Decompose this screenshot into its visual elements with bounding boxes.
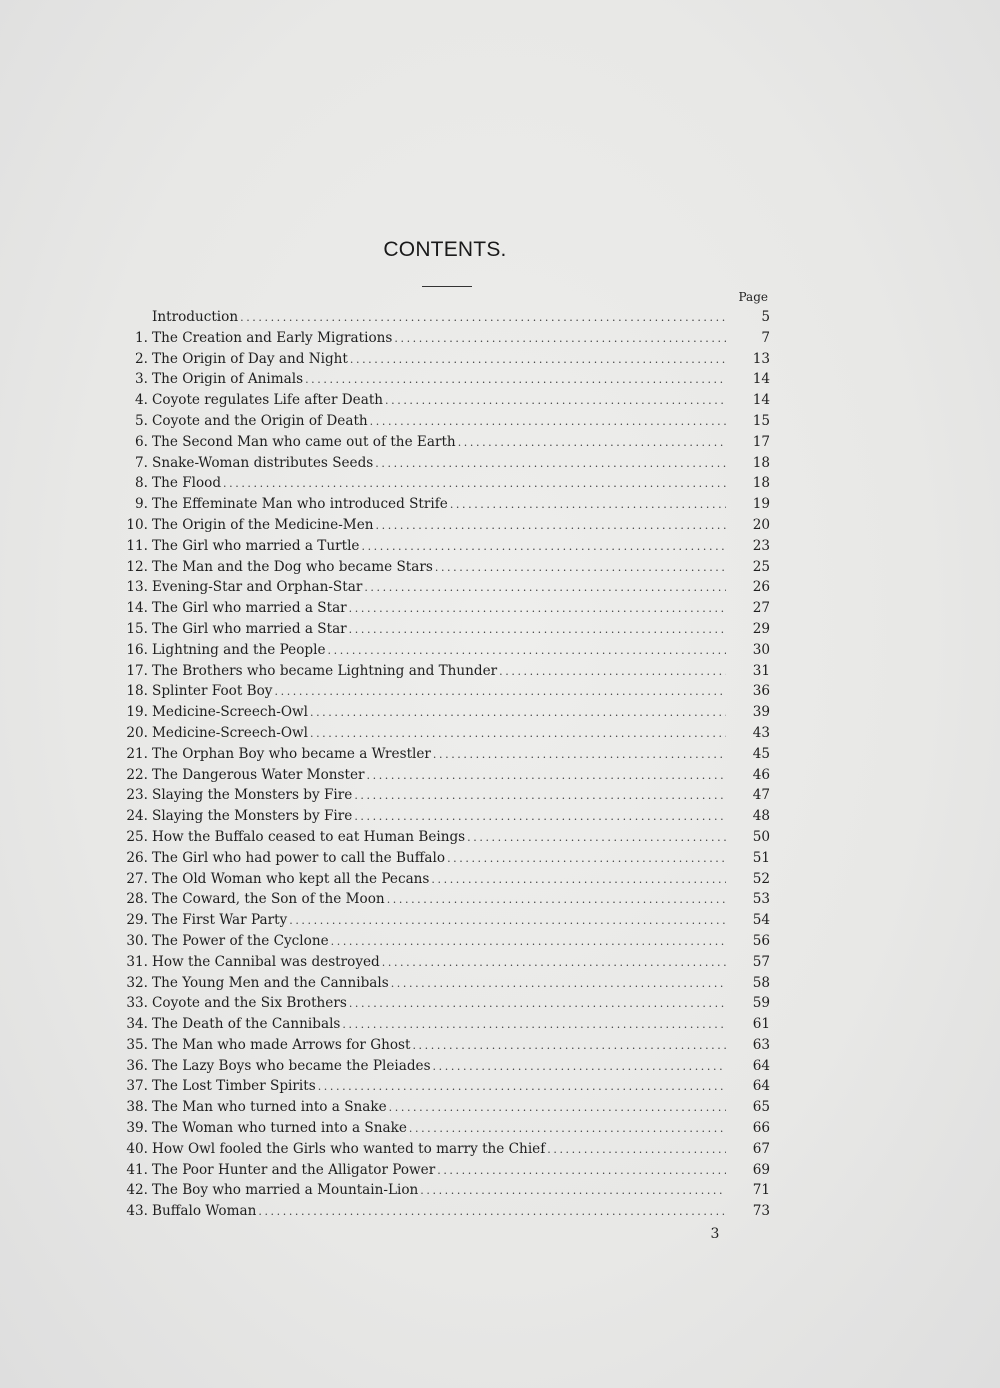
toc-entry-number: 19. [126,704,148,721]
toc-entry-page: 14 [752,371,770,388]
toc-entry-number: 20. [126,724,148,741]
toc-entry-page: 39 [752,704,770,721]
toc-entry-title: Coyote regulates Life after Death [152,392,384,409]
dot-leader [389,1098,726,1119]
toc-entry-title: Snake-Woman distributes Seeds [152,454,374,471]
toc-entry-title: The Power of the Cyclone [152,932,329,949]
toc-entry-page: 73 [752,1203,770,1220]
toc-entry-page: 31 [752,662,770,679]
toc-entry-number: 1. [135,329,148,346]
toc-entry-title: The First War Party [152,912,288,929]
toc-entry-page: 65 [752,1099,770,1116]
toc-entry [100,515,770,536]
toc-entry-title: The Girl who married a Turtle [152,537,360,554]
dot-leader [350,350,726,371]
toc-entry-page: 25 [752,558,770,575]
dot-leader [433,1057,726,1078]
toc-entry-title: How Owl fooled the Girls who wanted to marry the Chief [152,1140,546,1157]
dot-leader [258,1202,726,1223]
dot-leader [361,537,726,558]
toc-entry [100,577,770,598]
dot-leader [318,1077,726,1098]
toc-entry-number: 32. [126,974,148,991]
dot-leader [467,828,726,849]
toc-entry-title: Slaying the Monsters by Fire [152,787,353,804]
toc-entry-title: The Old Woman who kept all the Pecans [152,870,430,887]
toc-entry-page: 52 [752,870,770,887]
toc-entry-page: 19 [752,496,770,513]
toc-entry-number: 5. [135,412,148,429]
dot-leader [289,911,726,932]
toc-entry [100,1160,770,1181]
toc-entry-number: 35. [126,1036,148,1053]
dot-leader [328,641,727,662]
toc-entry [100,681,770,702]
toc-entry-title: Lightning and the People [152,641,326,658]
toc-entry [100,1201,770,1222]
toc-entry-page: 13 [752,350,770,367]
toc-entry [100,993,770,1014]
toc-entry-number: 26. [126,849,148,866]
toc-entry-page: 51 [752,849,770,866]
toc-entry-page: 30 [752,641,770,658]
toc-entry [100,910,770,931]
dot-leader [275,682,727,703]
dot-leader [310,724,726,745]
toc-entry-page: 27 [752,600,770,617]
toc-entry [100,744,770,765]
toc-entry-page: 26 [752,579,770,596]
toc-entry-number: 37. [126,1078,148,1095]
toc-entry-page: 46 [752,766,770,783]
toc-entry-number: 22. [126,766,148,783]
toc-entry-title: Medicine-Screech-Owl [152,724,308,741]
toc-entry [100,1056,770,1077]
toc-entry [100,453,770,474]
dot-leader [387,890,726,911]
toc-entry-title: Buffalo Woman [152,1203,257,1220]
toc-entry-title: Evening-Star and Orphan-Star [152,579,363,596]
toc-entry-page: 15 [752,412,770,429]
dot-leader [223,474,726,495]
dot-leader [433,745,726,766]
toc-entry-page: 7 [761,329,770,346]
toc-entry-page: 18 [752,475,770,492]
dot-leader [447,849,726,870]
toc-entry-title: The Origin of Day and Night [152,350,348,367]
toc-entry-number: 34. [126,1016,148,1033]
toc-entry-title: Coyote and the Six Brothers [152,995,347,1012]
toc-entry-page: 64 [752,1057,770,1074]
toc-entry-number: 40. [126,1140,148,1157]
toc-entry-number: 2. [135,350,148,367]
dot-leader [547,1140,726,1161]
toc-entry-number: 4. [135,392,148,409]
toc-entry-title: The Boy who married a Mountain-Lion [152,1182,419,1199]
toc-entry [100,806,770,827]
toc-entry-page: 17 [752,433,770,450]
dot-leader [394,329,726,350]
toc-entry-page: 58 [752,974,770,991]
toc-entry [100,536,770,557]
toc-entry-title: The Poor Hunter and the Alligator Power [152,1161,436,1178]
toc-entry-page: 59 [752,995,770,1012]
toc-entry [100,765,770,786]
toc-entry-number: 43. [126,1203,148,1220]
toc-entry-number: 39. [126,1120,148,1137]
toc-entry-number: 21. [126,745,148,762]
toc-entry-title: The Girl who married a Star [152,600,347,617]
toc-entry-page: 50 [752,828,770,845]
page-number: 3 [710,1226,720,1242]
toc-entry [100,494,770,515]
dot-leader [412,1036,726,1057]
toc-entry-number: 13. [126,579,148,596]
toc-entry-number: 42. [126,1182,148,1199]
toc-entry [100,307,770,328]
toc-entry-title: The Man who turned into a Snake [152,1099,387,1116]
toc-entry [100,848,770,869]
toc-entry-page: 63 [752,1036,770,1053]
toc-entry-title: Introduction [152,309,239,325]
toc-entry-title: The Man and the Dog who became Stars [152,558,433,575]
toc-entry [100,619,770,640]
toc-entry [100,640,770,661]
toc-entry-page: 43 [752,724,770,741]
dot-leader [331,932,726,953]
toc-entry-title: How the Cannibal was destroyed [152,953,380,970]
dot-leader [409,1119,726,1140]
dot-leader [349,599,726,620]
toc-entry-number: 18. [126,683,148,700]
toc-entry-number: 29. [126,912,148,929]
toc-entry [100,1180,770,1201]
toc-entry-number: 15. [126,620,148,637]
toc-entry-title: The Death of the Cannibals [152,1016,341,1033]
toc-entry-page: 29 [752,620,770,637]
toc-entry-number: 23. [126,787,148,804]
dot-leader [310,703,726,724]
toc-entry [100,557,770,578]
toc-entry-number: 14. [126,600,148,617]
toc-entry [100,1097,770,1118]
toc-entry [100,349,770,370]
toc-entry [100,411,770,432]
toc-entry [100,785,770,806]
toc-entry-page: 18 [752,454,770,471]
toc-entry-title: The Man who made Arrows for Ghost [152,1036,411,1053]
toc-entry-number: 3. [135,371,148,388]
toc-entry [100,1076,770,1097]
toc-entry-number: 31. [126,953,148,970]
toc-entry-number: 27. [126,870,148,887]
toc-entry-page: 53 [752,891,770,908]
toc-entry-page: 64 [752,1078,770,1095]
toc-entry [100,598,770,619]
dot-leader [391,974,726,995]
dot-leader [354,807,726,828]
toc-entry-number: 41. [126,1161,148,1178]
toc-entry [100,661,770,682]
toc-entry [100,1118,770,1139]
toc-entry-number: 30. [126,932,148,949]
toc-entry [100,1014,770,1035]
dot-leader [364,578,726,599]
toc-entry-title: How the Buffalo ceased to eat Human Beings [152,828,466,845]
toc-entry-number: 24. [126,808,148,825]
toc-entry [100,432,770,453]
heading-rule [422,286,472,287]
toc-entry [100,973,770,994]
dot-leader [450,495,726,516]
dot-leader [305,370,726,391]
toc-entry-title: The Girl who married a Star [152,620,347,637]
toc-entry [100,827,770,848]
toc-entry-title: The Young Men and the Cannibals [152,974,389,991]
toc-entry [100,390,770,411]
toc-entry-page: 48 [752,808,770,825]
toc-entry-number: 10. [126,516,148,533]
dot-leader [420,1181,726,1202]
dot-leader [437,1161,726,1182]
toc-entry-number: 6. [135,433,148,450]
dot-leader [349,994,726,1015]
toc-entry-page: 66 [752,1120,770,1137]
toc-entry [100,328,770,349]
dot-leader [342,1015,726,1036]
toc-entry-number: 12. [126,558,148,575]
toc-entry-title: The Dangerous Water Monster [152,766,365,783]
toc-entry [100,931,770,952]
dot-leader [382,953,726,974]
toc-entry [100,952,770,973]
toc-entry [100,702,770,723]
toc-entry-title: The Woman who turned into a Snake [152,1120,407,1137]
toc-entry-title: The Girl who had power to call the Buffalo [152,849,446,866]
table-of-contents [100,307,770,1222]
toc-entry-page: 54 [752,912,770,929]
dot-leader [240,308,726,329]
toc-entry [100,473,770,494]
toc-entry [100,1139,770,1160]
toc-entry-number: 17. [126,662,148,679]
toc-entry-page: 5 [761,309,770,325]
toc-entry-title: The Brothers who became Lightning and Thunder [152,662,498,679]
toc-entry-title: The Coward, the Son of the Moon [152,891,385,908]
toc-entry-number: 16. [126,641,148,658]
toc-entry-number: 36. [126,1057,148,1074]
toc-entry-title: Slaying the Monsters by Fire [152,808,353,825]
toc-entry-number: 38. [126,1099,148,1116]
toc-entry [100,369,770,390]
page-column-label: Page [738,290,768,304]
toc-entry-page: 47 [752,787,770,804]
dot-leader [370,412,726,433]
dot-leader [375,454,726,475]
toc-entry-page: 20 [752,516,770,533]
toc-entry-title: Splinter Foot Boy [152,683,273,700]
toc-entry-title: The Flood [152,475,222,492]
toc-entry-title: The Creation and Early Migrations [152,329,393,346]
dot-leader [385,391,726,412]
toc-entry-page: 57 [752,953,770,970]
toc-entry-number: 11. [126,537,148,554]
toc-entry-page: 45 [752,745,770,762]
toc-entry-page: 14 [752,392,770,409]
toc-entry [100,723,770,744]
dot-leader [354,786,726,807]
toc-entry-title: The Second Man who came out of the Earth [152,433,456,450]
toc-entry-title: Medicine-Screech-Owl [152,704,308,721]
toc-entry-title: The Orphan Boy who became a Wrestler [152,745,431,762]
toc-entry-page: 61 [752,1016,770,1033]
toc-entry-number: 25. [126,828,148,845]
toc-entry [100,889,770,910]
toc-entry [100,1035,770,1056]
toc-entry-title: The Lost Timber Spirits [152,1078,316,1095]
toc-entry-number: 9. [135,496,148,513]
toc-entry-number: 8. [135,475,148,492]
toc-entry-title: The Origin of Animals [152,371,304,388]
toc-entry-title: The Lazy Boys who became the Pleiades [152,1057,431,1074]
toc-entry-page: 69 [752,1161,770,1178]
toc-entry-title: The Effeminate Man who introduced Strife [152,496,448,513]
dot-leader [367,766,727,787]
toc-entry-page: 67 [752,1140,770,1157]
dot-leader [458,433,726,454]
dot-leader [376,516,726,537]
toc-entry-number: 7. [135,454,148,471]
toc-entry-number: 28. [126,891,148,908]
toc-entry-page: 23 [752,537,770,554]
toc-entry-title: Coyote and the Origin of Death [152,412,368,429]
contents-heading: CONTENTS. [383,238,507,261]
toc-entry-title: The Origin of the Medicine-Men [152,516,374,533]
dot-leader [431,870,726,891]
dot-leader [349,620,726,641]
toc-entry-page: 36 [752,683,770,700]
toc-entry [100,869,770,890]
toc-entry-number: 33. [126,995,148,1012]
toc-entry-page: 56 [752,932,770,949]
dot-leader [499,662,726,683]
toc-entry-page: 71 [752,1182,770,1199]
dot-leader [435,558,726,579]
